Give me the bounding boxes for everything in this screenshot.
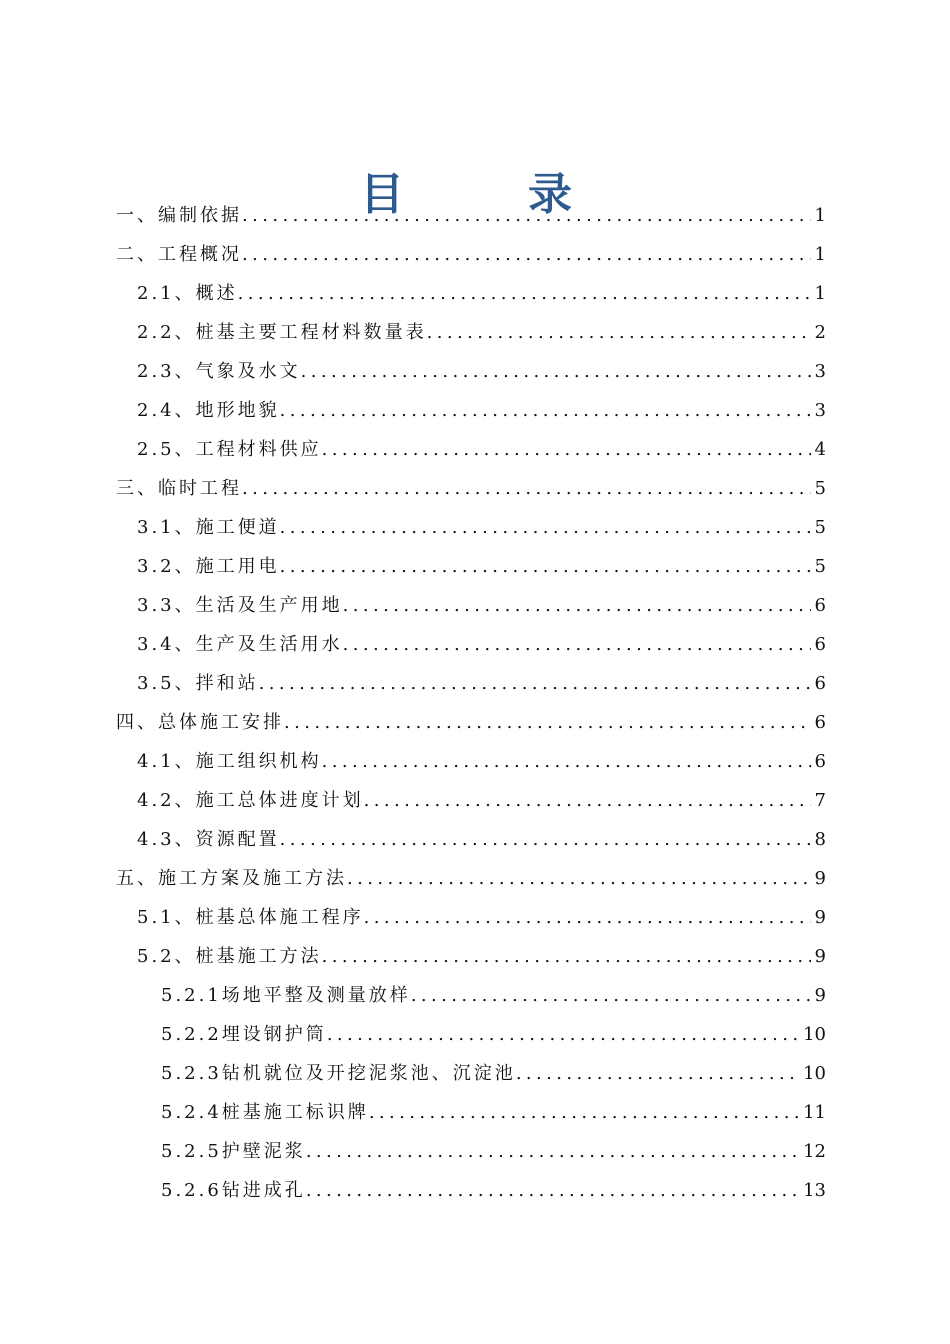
toc-dot-leader xyxy=(343,586,811,625)
toc-entry[interactable] xyxy=(161,1171,826,1210)
toc-dot-leader xyxy=(284,703,811,742)
toc-page-number: 10 xyxy=(803,1024,826,1045)
toc-dot-leader xyxy=(280,547,811,586)
toc-entry-label: 4.3、资源配置 xyxy=(137,829,280,850)
toc-dot-leader xyxy=(301,352,811,391)
toc-entry[interactable] xyxy=(116,859,826,898)
toc-entry-label: 3.1、施工便道 xyxy=(137,517,280,538)
toc-entry[interactable] xyxy=(137,274,826,313)
toc-entry[interactable] xyxy=(137,898,826,937)
toc-page-number: 1 xyxy=(814,205,826,226)
toc-dot-leader xyxy=(280,391,811,430)
toc-entry[interactable] xyxy=(137,664,826,703)
toc-page-number: 3 xyxy=(814,400,826,421)
toc-entry[interactable] xyxy=(161,976,826,1015)
toc-dot-leader xyxy=(322,937,811,976)
toc-dot-leader xyxy=(242,196,811,235)
toc-entry-label: 3.5、拌和站 xyxy=(137,673,259,694)
toc-page-number: 9 xyxy=(814,868,826,889)
toc-entry-label: 3.4、生产及生活用水 xyxy=(137,634,343,655)
toc-entry-label: 3.2、施工用电 xyxy=(137,556,280,577)
toc-page-number: 5 xyxy=(814,517,826,538)
toc-dot-leader xyxy=(238,274,811,313)
toc-dot-leader xyxy=(343,625,811,664)
toc-entry-label: 4.2、施工总体进度计划 xyxy=(137,790,364,811)
toc-dot-leader xyxy=(411,976,811,1015)
toc-entry[interactable] xyxy=(161,1015,826,1054)
toc-entry-label: 2.1、概述 xyxy=(137,283,238,304)
toc-entry-label: 2.2、桩基主要工程材料数量表 xyxy=(137,322,427,343)
toc-page-number: 6 xyxy=(814,673,826,694)
toc-dot-leader xyxy=(242,235,811,274)
toc-dot-leader xyxy=(280,508,811,547)
toc-page-number: 6 xyxy=(814,634,826,655)
toc-page-number: 9 xyxy=(814,946,826,967)
toc-entry-label: 2.3、气象及水文 xyxy=(137,361,301,382)
toc-entry-label: 二、工程概况 xyxy=(116,244,242,265)
toc-dot-leader xyxy=(369,1093,799,1132)
toc-entry[interactable] xyxy=(137,391,826,430)
toc-dot-leader xyxy=(306,1132,799,1171)
toc-page-number: 5 xyxy=(814,556,826,577)
toc-page-number: 9 xyxy=(814,985,826,1006)
toc-entry-label: 4.1、施工组织机构 xyxy=(137,751,322,772)
toc-page-number: 6 xyxy=(814,751,826,772)
toc-entry[interactable] xyxy=(116,703,826,742)
toc-dot-leader xyxy=(347,859,811,898)
toc-dot-leader xyxy=(516,1054,799,1093)
toc-dot-leader xyxy=(259,664,811,703)
toc-entry[interactable] xyxy=(137,508,826,547)
toc-dot-leader xyxy=(327,1015,799,1054)
page-title: 目 录 xyxy=(360,169,612,221)
toc-entry[interactable] xyxy=(137,742,826,781)
toc-entry-label: 2.4、地形地貌 xyxy=(137,400,280,421)
toc-entry-label: 5.1、桩基总体施工程序 xyxy=(137,907,364,928)
toc-dot-leader xyxy=(280,820,811,859)
toc-entry[interactable] xyxy=(116,235,826,274)
toc-entry[interactable] xyxy=(137,820,826,859)
toc-page-number: 1 xyxy=(814,244,826,265)
toc-entry-label: 5.2.4桩基施工标识牌 xyxy=(161,1102,369,1123)
toc-entry-label: 5.2.5护壁泥浆 xyxy=(161,1141,306,1162)
toc-entry[interactable] xyxy=(161,1093,826,1132)
toc-page-number: 11 xyxy=(803,1102,826,1123)
toc-page-number: 6 xyxy=(814,712,826,733)
toc-entry[interactable] xyxy=(137,781,826,820)
toc-entry[interactable] xyxy=(137,352,826,391)
toc-page-number: 9 xyxy=(814,907,826,928)
toc-dot-leader xyxy=(364,781,811,820)
toc-entry[interactable] xyxy=(137,430,826,469)
toc-entry[interactable] xyxy=(161,1054,826,1093)
toc-entry-label: 5.2.2埋设钢护筒 xyxy=(161,1024,327,1045)
toc-entry[interactable] xyxy=(137,547,826,586)
toc-entry-label: 四、总体施工安排 xyxy=(116,712,284,733)
toc-dot-leader xyxy=(306,1171,799,1210)
toc-page-number: 8 xyxy=(814,829,826,850)
toc-page-number: 4 xyxy=(814,439,826,460)
toc-entry[interactable] xyxy=(137,313,826,352)
toc-entry-label: 一、编制依据 xyxy=(116,205,242,226)
toc-entry-label: 五、施工方案及施工方法 xyxy=(116,868,347,889)
toc-page-number: 10 xyxy=(803,1063,826,1084)
toc-entry-label: 三、临时工程 xyxy=(116,478,242,499)
toc-entry-label: 5.2、桩基施工方法 xyxy=(137,946,322,967)
toc-entry[interactable] xyxy=(137,937,826,976)
toc-dot-leader xyxy=(322,742,811,781)
toc-page-number: 7 xyxy=(814,790,826,811)
toc-entry[interactable] xyxy=(137,586,826,625)
toc-entry[interactable] xyxy=(116,469,826,508)
toc-dot-leader xyxy=(322,430,811,469)
toc-page-number: 12 xyxy=(803,1141,826,1162)
toc-entry-label: 3.3、生活及生产用地 xyxy=(137,595,343,616)
toc-entry[interactable] xyxy=(116,196,826,235)
toc-page-number: 13 xyxy=(803,1180,826,1201)
toc-page-number: 6 xyxy=(814,595,826,616)
toc-entry-label: 5.2.6钻进成孔 xyxy=(161,1180,306,1201)
toc-entry-label: 5.2.3钻机就位及开挖泥浆池、沉淀池 xyxy=(161,1063,516,1084)
toc-page-number: 1 xyxy=(814,283,826,304)
toc-page-number: 3 xyxy=(814,361,826,382)
toc-entry-label: 2.5、工程材料供应 xyxy=(137,439,322,460)
toc-dot-leader xyxy=(242,469,811,508)
toc-page-number: 2 xyxy=(814,322,826,343)
toc-entry[interactable] xyxy=(137,625,826,664)
toc-page-number: 5 xyxy=(814,478,826,499)
toc-dot-leader xyxy=(427,313,811,352)
toc-entry-label: 5.2.1场地平整及测量放样 xyxy=(161,985,411,1006)
toc-dot-leader xyxy=(364,898,811,937)
toc-entry[interactable] xyxy=(161,1132,826,1171)
